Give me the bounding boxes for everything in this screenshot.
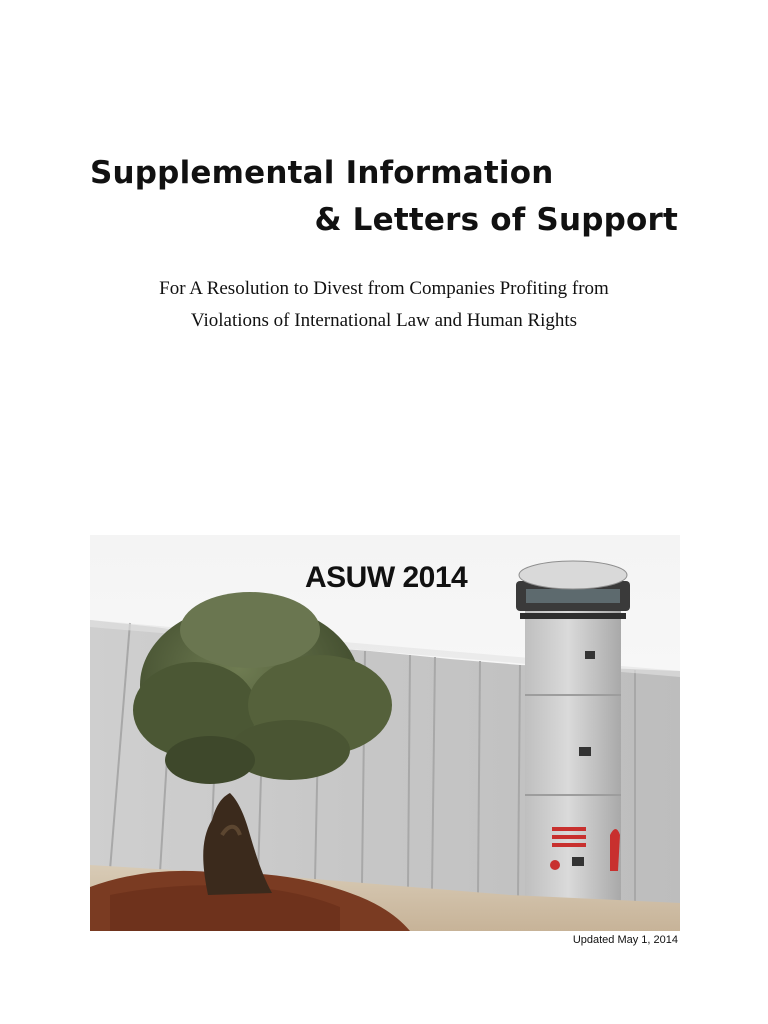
photo-caption: ASUW 2014 bbox=[305, 561, 468, 594]
watchtower bbox=[516, 561, 630, 901]
cover-photo bbox=[90, 535, 680, 931]
title-line-1: Supplemental Information bbox=[90, 155, 554, 191]
subtitle-line-2: Violations of International Law and Human Rights bbox=[190, 310, 578, 331]
subtitle-line-1: For A Resolution to Divest from Companies Profiting from bbox=[159, 278, 609, 299]
title-line-2: & Letters of Support bbox=[314, 202, 678, 238]
updated-date: Updated May 1, 2014 bbox=[572, 934, 678, 946]
